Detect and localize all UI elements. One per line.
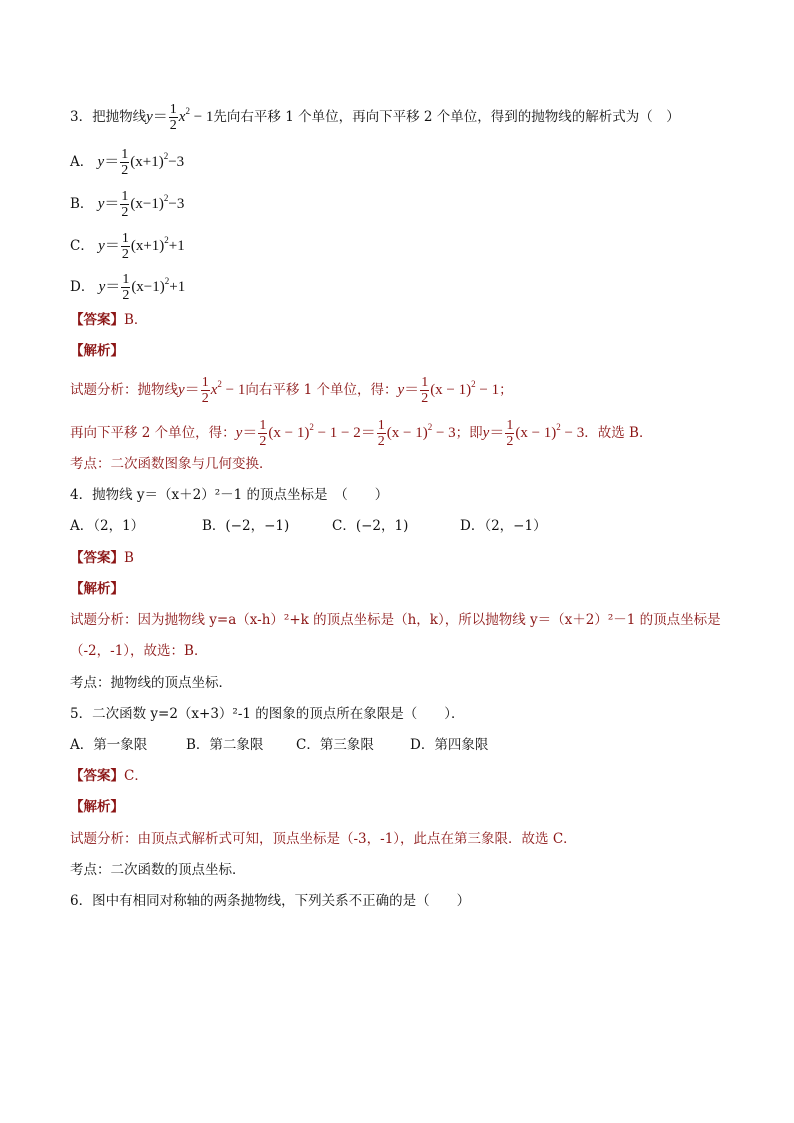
q4-answer: 【答案】B (70, 550, 134, 566)
q5-stem: 5．二次函数 y=2（x+3）²-1 的图象的顶点所在象限是（ ）． (70, 706, 465, 722)
q4-option-b[interactable]: B．(−2，−1) (202, 518, 290, 534)
q6-stem: 6．图中有相同对称轴的两条抛物线，下列关系不正确的是（ ） (70, 893, 471, 909)
q4-analysis-tag: 【解析】 (70, 581, 124, 597)
q5-option-d[interactable]: D．第四象限 (410, 737, 489, 753)
q5-options (70, 735, 488, 755)
q3-option-b[interactable]: B． y＝ $\frac{1}{2}$ $(x-1)^2-3$ (70, 189, 185, 220)
q3-option-a[interactable]: A． y＝ $\frac{1}{2}$ $(x+1)^2-3$ (70, 147, 185, 178)
q4-option-c[interactable]: C．(−2，1) (332, 518, 409, 534)
q3-option-c[interactable]: C． y＝ $\frac{1}{2}$ $(x+1)^2+1$ (70, 231, 185, 262)
q3-point: 考点：二次函数图象与几何变换． (70, 456, 273, 472)
q5-option-a[interactable]: A．第一象限 (70, 737, 148, 753)
q4-options (70, 516, 547, 536)
q5-point: 考点：二次函数的顶点坐标． (70, 862, 246, 878)
q4-analysis-line2: （-2，-1），故选：B． (70, 643, 208, 659)
q4-option-d[interactable]: D．（2，−1） (460, 518, 547, 534)
q4-analysis-line1: 试题分析：因为抛物线 y=a（x-h）²+k 的顶点坐标是（h，k），所以抛物线 y＝（x＋2）²－1 的顶点坐标是 (70, 612, 721, 628)
q3-analysis-line1: 试题分析：抛物线y＝ $\frac{1}{2}$ $x^2 - 1$向右平移 1 个单位，得：y＝ $\frac{1}{2}$ $(x - 1)^2 - 1$； (70, 375, 513, 406)
q3-analysis-tag: 【解析】 (70, 343, 124, 359)
q5-analysis-tag: 【解析】 (70, 799, 124, 815)
q3-original-function: y＝ $\frac{1}{2}$ $x^2 - 1$ (146, 102, 214, 133)
q5-analysis: 试题分析：由顶点式解析式可知，顶点坐标是（-3，-1），此点在第三象限．故选 C． (70, 831, 577, 847)
q3-stem: 3．把抛物线y＝ $\frac{1}{2}$ $x^2 - 1$先向右平移 1 个单位，再向下平移 2 个单位，得到的抛物线的解析式为（ ） (70, 102, 680, 133)
q3-analysis-line2: 再向下平移 2 个单位，得：y＝ $\frac{1}{2}$ $(x - 1)^2 - 1 - 2=$ $\frac{1}{2}$ $(x - 1)^2 - 3$；即y＝ $\frac{1}{2}$ $(x - 1)^2 - 3$．故选 B． (70, 418, 653, 449)
q5-answer: 【答案】C． (70, 768, 148, 784)
q5-option-b[interactable]: B．第二象限 (186, 737, 264, 753)
q4-point: 考点：抛物线的顶点坐标． (70, 675, 232, 691)
q5-option-c[interactable]: C．第三象限 (296, 737, 374, 753)
q4-stem: 4．抛物线 y＝（x＋2）²－1 的顶点坐标是 （ ） (70, 487, 389, 503)
q3-answer: 【答案】B． (70, 312, 148, 328)
q3-option-d[interactable]: D． y＝ $\frac{1}{2}$ $(x-1)^2+1$ (70, 272, 186, 303)
q4-option-a[interactable]: A．（2，1） (70, 518, 145, 534)
